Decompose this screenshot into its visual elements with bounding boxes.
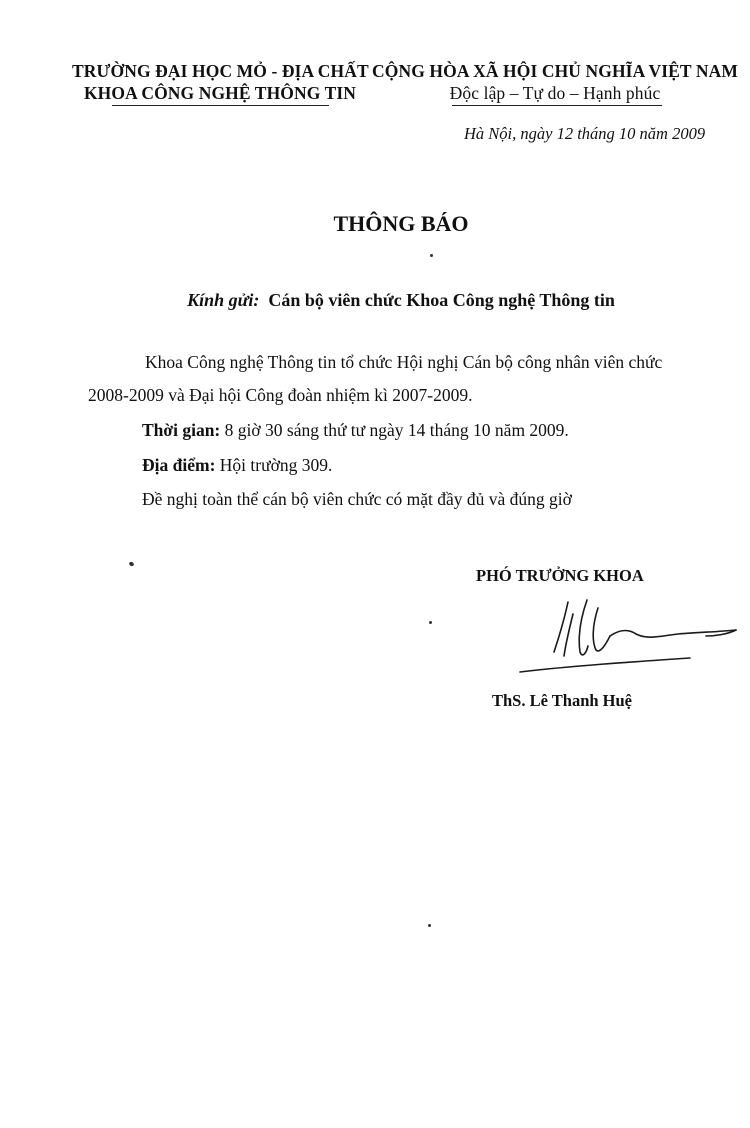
request-line: Đề nghị toàn thể cán bộ viên chức có mặt đầy đủ và đúng giờ xyxy=(142,489,572,509)
handwritten-signature-icon xyxy=(510,594,742,684)
scan-speck xyxy=(430,254,433,257)
signer-name: ThS. Lê Thanh Huệ xyxy=(492,691,633,710)
place-label: Địa điểm: xyxy=(142,455,216,475)
national-motto: Độc lập – Tự do – Hạnh phúc xyxy=(449,83,661,103)
time-label: Thời gian: xyxy=(142,420,221,440)
motto-underline xyxy=(452,105,662,106)
date-line: Hà Nội, ngày 12 tháng 10 năm 2009 xyxy=(464,124,706,143)
country-name: CỘNG HÒA XÃ HỘI CHỦ NGHĨA VIỆT NAM xyxy=(372,61,738,81)
greeting-label: Kính gửi: xyxy=(187,290,260,310)
greeting-recipient: Cán bộ viên chức Khoa Công nghệ Thông tin xyxy=(268,290,615,310)
body-paragraph-line1: Khoa Công nghệ Thông tin tổ chức Hội nghị Cán bộ công nhân viên chức xyxy=(145,352,663,372)
scan-speck xyxy=(428,924,431,927)
time-line xyxy=(142,420,569,441)
faculty-underline xyxy=(112,105,329,106)
greeting-line xyxy=(0,290,750,311)
signer-position: PHÓ TRƯỞNG KHOA xyxy=(476,566,644,585)
place-line xyxy=(142,455,332,476)
place-value: Hội trường 309. xyxy=(219,455,333,475)
school-name: TRƯỜNG ĐẠI HỌC MỎ - ĐỊA CHẤT xyxy=(72,61,369,81)
scan-speck xyxy=(429,621,432,624)
scan-speck xyxy=(128,561,134,567)
faculty-name: KHOA CÔNG NGHỆ THÔNG TIN xyxy=(83,83,357,103)
body-paragraph-line2: 2008-2009 và Đại hội Công đoàn nhiệm kì 2007-2009. xyxy=(88,385,473,405)
document-title: THÔNG BÁO xyxy=(333,211,469,236)
time-value: 8 giờ 30 sáng thứ tư ngày 14 tháng 10 năm 2009. xyxy=(224,420,569,440)
